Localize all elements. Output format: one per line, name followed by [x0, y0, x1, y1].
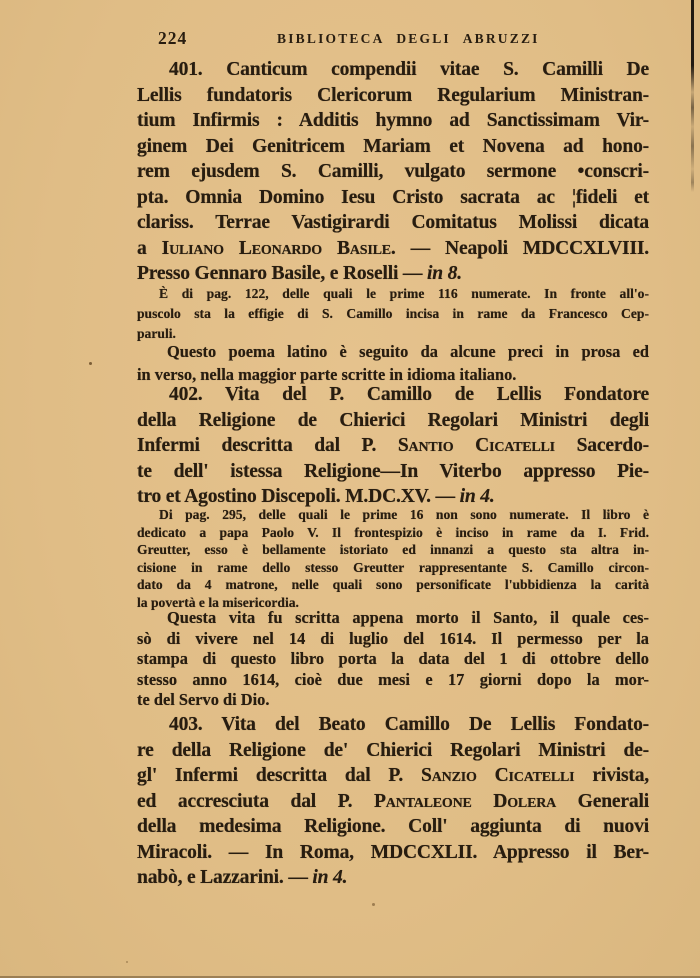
text-segment: 401. Canticum compendii vitae S. Camilli De: [169, 59, 649, 80]
text-segment: Lellis fundatoris Clericorum Regularium Ministran-: [137, 84, 649, 106]
text-line: [137, 108, 649, 134]
text-segment: Sacerdo-: [554, 435, 649, 456]
text-segment: stesso anno 1614, cioè due mesi e 17 giorni dopo la mor-: [137, 669, 649, 689]
text-segment: dedicato a papa Paolo V. Il frontespizio è inciso in rame da I. Frid.: [137, 524, 649, 540]
text-line: [137, 210, 649, 236]
text-segment: puscolo sta la effigie di S. Camillo incisa in rame da Francesco Cep-: [137, 306, 649, 321]
note-401-comment: [137, 341, 649, 386]
note-402-comment: [137, 608, 649, 711]
running-title: BIBLIOTECA DEGLI ABRUZZI: [277, 31, 540, 46]
text-line: [137, 506, 649, 524]
text-segment: rivista,: [574, 765, 649, 786]
text-segment: della Religione de Chierici Regolari Ministri degli: [137, 409, 649, 431]
text-line: [137, 814, 649, 840]
ink-speck: [89, 362, 92, 365]
text-segment: Generali: [556, 790, 649, 812]
text-line: [137, 789, 649, 815]
text-segment: Infermi descritta dal P.: [137, 435, 398, 456]
text-segment: cisione in rame dello stesso Greutter rappresentante S. Camillo circon-: [137, 559, 649, 575]
text-segment: Sanzio Cicatelli: [421, 765, 575, 786]
text-line: [137, 159, 649, 185]
text-segment: Presso Gennaro Basile, e Roselli —: [137, 263, 427, 284]
text-line: [137, 690, 649, 711]
text-line: [137, 763, 649, 789]
text-line: [137, 649, 649, 670]
text-segment: Miracoli. — In Roma, MDCCXLII. Appresso il Ber-: [137, 841, 649, 863]
text-line: [137, 185, 649, 211]
page-number: 224: [158, 28, 188, 48]
text-line: [137, 408, 649, 434]
text-segment: tro et Agostino Discepoli. M.DC.XV. —: [137, 486, 460, 507]
text-line: [137, 738, 649, 764]
text-segment: Questa vita fu scritta appena morto il Santo, il quale ces-: [167, 608, 649, 627]
text-segment: Iuliano Leonardo Basile.: [161, 237, 396, 259]
text-segment: Di pag. 295, delle quali le prime 16 non sono numerate. Il libro è: [159, 507, 649, 522]
text-segment: Greutter, esso è bellamente istoriato ed innanzi a questo sta altra in-: [137, 542, 649, 557]
ink-speck: [372, 903, 375, 906]
text-line: [137, 284, 649, 304]
entry-403: [137, 712, 649, 891]
text-segment: te dell' istessa Religione—In Viterbo appresso Pie-: [137, 460, 649, 482]
entry-401: [137, 57, 649, 287]
text-line: [137, 261, 649, 287]
text-line: [137, 134, 649, 160]
text-segment: in 4.: [312, 867, 348, 888]
text-segment: sò di vivere nel 14 di luglio del 1614. Il permesso per la: [137, 628, 649, 648]
text-segment: stampa di questo libro porta la data del 1 di ottobre dello: [137, 649, 649, 668]
text-segment: dato da 4 matrone, nelle quali sono personificate l'ubbidienza la carità: [137, 577, 649, 592]
text-segment: 403. Vita del Beato Camillo De Lellis Fondato-: [169, 714, 649, 735]
text-segment: in 8.: [426, 263, 462, 284]
text-line: [137, 382, 649, 408]
text-segment: nabò, e Lazzarini. —: [137, 867, 313, 888]
text-line: [137, 524, 649, 542]
text-segment: in verso, nella maggior parte scritte in idioma italiano.: [137, 364, 517, 384]
text-segment: re della Religione de' Chierici Regolari Ministri de-: [137, 739, 649, 761]
running-header: [0, 28, 700, 50]
text-segment: pta. Omnia Domino Iesu Cristo sacrata ac ¦fideli et: [137, 186, 649, 208]
text-line: [137, 433, 649, 459]
text-segment: te del Servo di Dio.: [137, 690, 270, 709]
entry-402: [137, 382, 649, 510]
text-segment: gl' Infermi descritta dal P.: [137, 765, 422, 786]
ink-speck: [126, 961, 128, 963]
text-line: [137, 304, 649, 324]
text-segment: a: [137, 237, 162, 259]
text-line: [137, 840, 649, 866]
text-line: [137, 541, 649, 559]
text-segment: Santio Cicatelli: [397, 435, 555, 456]
text-segment: Questo poema latino è seguito da alcune preci in prosa ed: [167, 342, 649, 361]
text-line: [137, 559, 649, 577]
page-edge-scan-line: [691, 0, 694, 192]
text-line: [137, 57, 649, 83]
text-segment: in 4.: [459, 486, 495, 507]
text-segment: la povertà e la misericordia.: [137, 594, 299, 610]
text-line: [137, 712, 649, 738]
text-segment: rem ejusdem S. Camilli, vulgato sermone •conscri-: [137, 161, 649, 182]
note-402-collation: [137, 506, 649, 611]
text-line: [137, 865, 649, 891]
text-segment: tium Infirmis : Additis hymno ad Sanctissimam Vir-: [137, 110, 649, 131]
text-segment: 402. Vita del P. Camillo de Lellis Fondatore: [169, 384, 649, 405]
text-segment: paruli.: [137, 326, 176, 341]
text-line: [137, 236, 649, 262]
text-segment: clariss. Terrae Vastigirardi Comitatus Molissi dicata: [137, 212, 649, 233]
text-line: [137, 576, 649, 594]
text-segment: È di pag. 122, delle quali le prime 116 numerate. In fronte all'o-: [159, 286, 649, 301]
text-segment: ed accresciuta dal P.: [137, 790, 375, 812]
text-segment: della medesima Religione. Coll' aggiunta di nuovi: [137, 816, 649, 837]
text-line: [137, 459, 649, 485]
text-line: [137, 341, 649, 364]
text-segment: ginem Dei Genitricem Mariam et Novena ad hono-: [137, 135, 649, 157]
text-segment: Pantaleone Dolera: [374, 790, 557, 812]
text-line: [137, 83, 649, 109]
text-line: [137, 629, 649, 650]
text-line: [137, 608, 649, 629]
text-line: [137, 670, 649, 691]
note-401-collation: [137, 284, 649, 344]
text-segment: — Neapoli MDCCXLVIII.: [395, 237, 650, 259]
